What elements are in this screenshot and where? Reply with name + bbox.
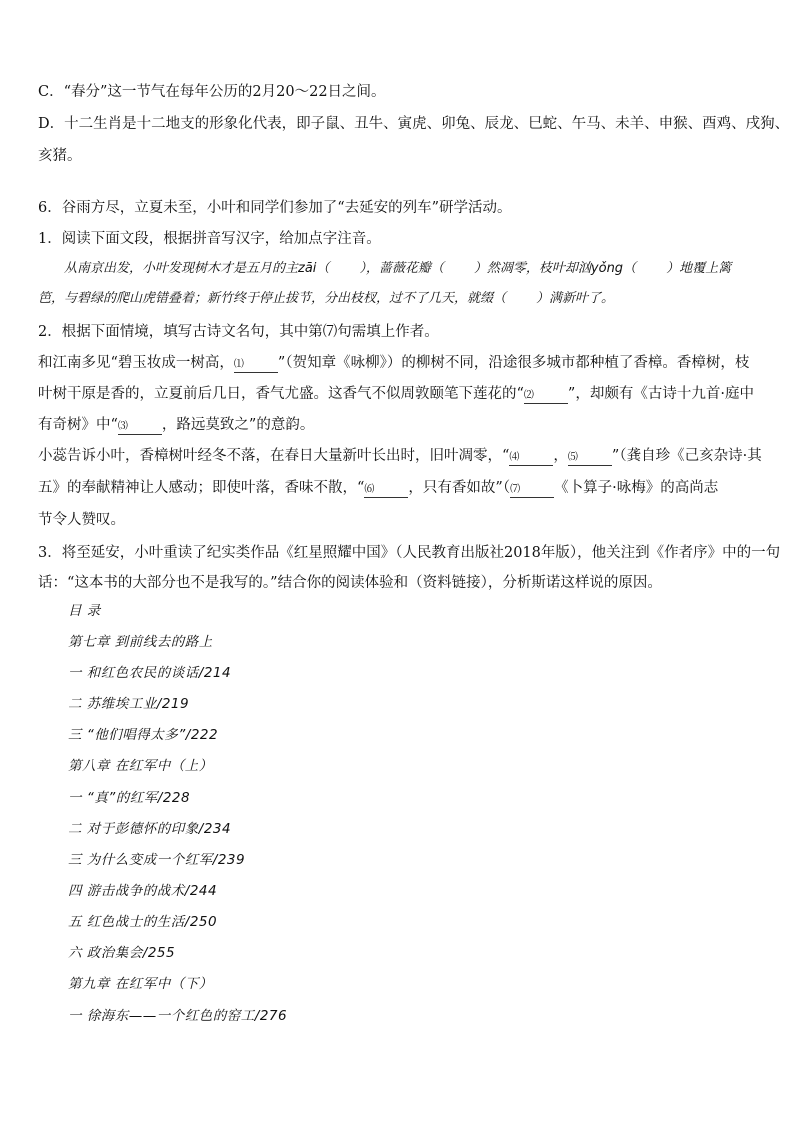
toc-chapter-8: 第八章 在红军中（上） [68,758,213,774]
passage-text: 笆，与碧绿的爬山虎错叠着；新竹终于停止拔节，分出枝杈，过不了几天，就缀（ [38,291,507,306]
poem-context-p2-line3: 节令人赞叹。 [38,512,125,528]
context-text: 有奇树》中“ [38,417,118,433]
option-d-line1: D．十二生肖是十二地支的形象化代表，即子鼠、丑牛、寅虎、卯兔、辰龙、巳蛇、午马、未羊、申猴、酉鸡、戌狗、 [38,116,790,132]
poem-context-p2-line1 [38,446,762,466]
subquestion-2-heading: 2．根据下面情境，填写古诗文名句，其中第⑺句需填上作者。 [38,324,439,340]
reading-passage-line1 [38,260,784,278]
answer-blank-2[interactable]: ⑵ [524,389,568,404]
answer-blank-4[interactable]: ⑷ [509,451,553,466]
passage-text: ）地覆上篱 [666,261,732,276]
context-text: 和江南多见“碧玉妆成一树高， [38,355,234,371]
toc-chapter-7: 第七章 到前线去的路上 [68,634,213,650]
toc-chapter-9: 第九章 在红军中（下） [68,976,213,992]
toc-title: 目 录 [68,603,101,619]
poem-context-p2-line2 [38,478,718,498]
question-6-title: 6．谷雨方尽，立夏未至，小叶和同学们参加了“去延安的列车”研学活动。 [38,200,512,216]
passage-text: ），蔷薇花瓣（ [359,261,444,276]
passage-text: 从南京出发，小叶发现树木才是五月的主zāi（ [64,261,330,276]
option-d-line2: 亥猪。 [38,148,82,164]
context-text: ， [553,448,568,464]
toc-entry: 一 和红色农民的谈话/214 [68,665,232,681]
context-text: 叶树干原是香的，立夏前后几日，香气尤盛。这香气不似周敦颐笔下莲花的“ [38,386,524,402]
answer-blank-7[interactable]: ⑺ [510,483,554,498]
answer-blank-3[interactable]: ⑶ [118,420,162,435]
context-text: ”（龚自珍《己亥杂诗·其 [611,448,762,464]
toc-entry: 二 苏维埃工业/219 [68,696,190,712]
subquestion-1-heading: 1．阅读下面文段，根据拼音写汉字，给加点字注音。 [38,231,381,247]
toc-entry: 六 政治集会/255 [68,945,176,961]
toc-entry: 五 红色战士的生活/250 [68,914,218,930]
poem-context-p1-line1 [38,353,749,373]
context-text: ，只有香如故”（ [408,480,511,496]
subquestion-3-line2: 话：“这本书的大部分也不是我写的。”结合你的阅读体验和（资料链接），分析斯诺这样说的原因。 [38,575,662,591]
toc-entry: 二 对于彭德怀的印象/234 [68,821,232,837]
context-text: 《卜算子·咏梅》的高尚志 [554,480,719,496]
toc-entry: 一 徐海东——一个红色的窑工/276 [68,1008,288,1024]
subquestion-3-line1: 3．将至延安，小叶重读了纪实类作品《红星照耀中国》（人民教育出版社2018年版），他关注到《作者序》中的一句 [38,545,781,561]
answer-blank-5[interactable]: ⑸ [568,451,612,466]
context-text: ，路远莫致之”的意韵。 [161,417,315,433]
option-c: C．“春分”这一节气在每年公历的2月20～22日之间。 [38,84,386,100]
reading-passage-line2 [38,290,758,308]
context-text: ”（贺知章《咏柳》）的柳树不同，沿途很多城市都种植了香樟。香樟树，枝 [277,355,750,371]
answer-blank-1[interactable]: ⑴ [234,358,278,373]
toc-entry: 三 为什么变成一个红军/239 [68,852,246,868]
context-text: 小蕊告诉小叶，香樟树叶经冬不落，在春日大量新叶长出时，旧叶凋零，“ [38,448,510,464]
toc-entry: 三 “他们唱得太多”/222 [68,727,219,743]
toc-entry: 四 游击战争的战术/244 [68,883,218,899]
passage-text: ）满新叶了。 [536,291,615,306]
answer-blank-6[interactable]: ⑹ [364,483,408,498]
passage-text: ）然凋零，枝叶却汹yǒng（ [473,261,637,276]
context-text: 五》的奉献精神让人感动；即使叶落，香味不散，“ [38,480,365,496]
context-text: ”，却颇有《古诗十九首·庭中 [567,386,754,402]
poem-context-p1-line3 [38,415,314,435]
toc-entry: 一 “真”的红军/228 [68,790,191,806]
poem-context-p1-line2 [38,384,754,404]
